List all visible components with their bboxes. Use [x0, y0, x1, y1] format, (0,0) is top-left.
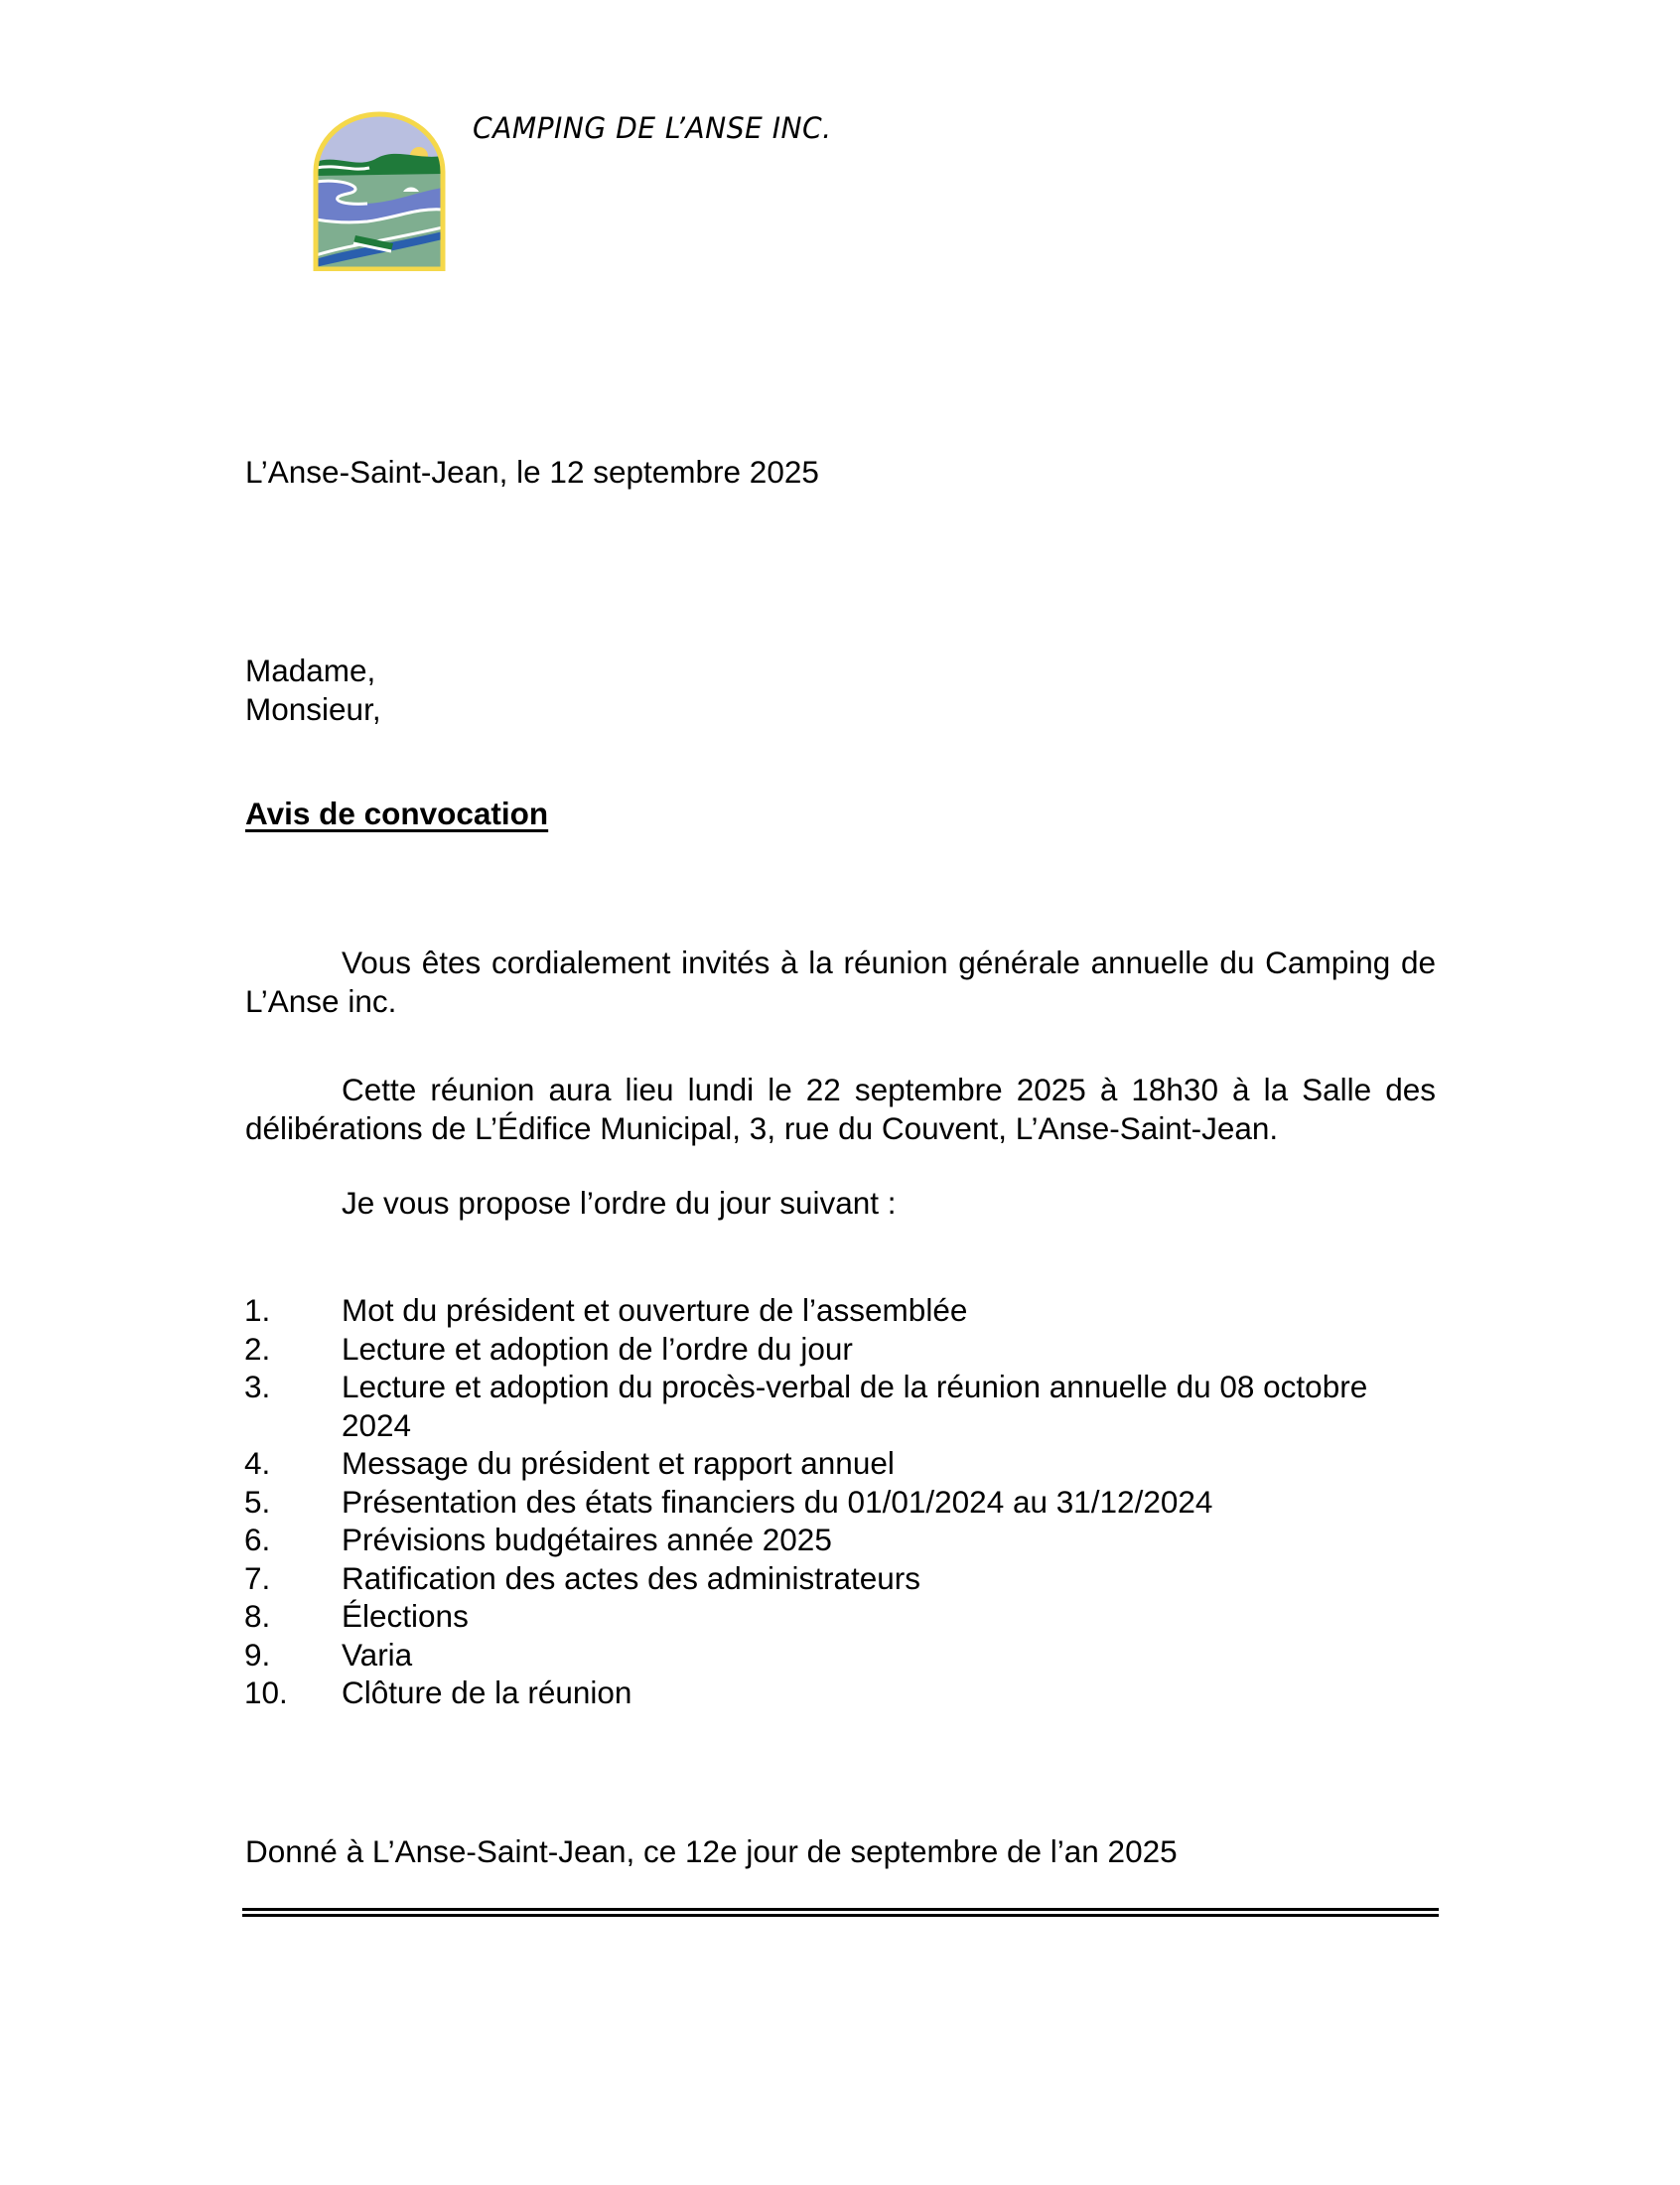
paragraph-agenda-intro — [245, 1184, 1436, 1223]
rule-line — [242, 1908, 1439, 1911]
agenda-item — [244, 1483, 1436, 1522]
agenda-label: Varia — [342, 1636, 413, 1673]
agenda-label: Présentation des états financiers du 01/01/2024 au 31/12/2024 — [342, 1483, 1213, 1520]
paragraph-text: Vous êtes cordialement invités à la réunion générale annuelle du Camping de L’Anse inc. — [245, 945, 1436, 1019]
agenda-label: Mot du président et ouverture de l’assemblée — [342, 1292, 968, 1328]
agenda-item — [244, 1674, 1436, 1712]
agenda-number: 1. — [244, 1292, 271, 1328]
agenda-label: Lecture et adoption du procès-verbal de la réunion annuelle du 08 octobre 2024 — [342, 1369, 1368, 1443]
paragraph-text: Cette réunion aura lieu lundi le 22 septembre 2025 à 18h30 à la Salle des délibérations de L’Édifice Municipal, 3, rue du Couvent, L’Anse-Saint-Jean. — [245, 1072, 1436, 1146]
company-name: CAMPING DE L’ANSE INC. — [473, 111, 832, 145]
agenda-number: 2. — [244, 1330, 271, 1367]
salutation — [245, 652, 381, 728]
rule-line — [242, 1914, 1439, 1917]
agenda-label: Lecture et adoption de l’ordre du jour — [342, 1330, 853, 1367]
agenda-number: 7. — [244, 1559, 271, 1596]
agenda-label: Élections — [342, 1598, 469, 1634]
agenda-label: Message du président et rapport annuel — [342, 1445, 895, 1481]
agenda-item — [244, 1636, 1436, 1675]
agenda-item — [244, 1330, 1436, 1369]
agenda-item — [244, 1521, 1436, 1559]
agenda-label: Prévisions budgétaires année 2025 — [342, 1522, 832, 1557]
campground-landscape-logo-icon — [308, 110, 451, 271]
company-logo — [308, 110, 451, 271]
agenda-number: 8. — [244, 1598, 271, 1634]
agenda-number: 9. — [244, 1636, 271, 1673]
agenda-item — [244, 1559, 1436, 1598]
agenda-item — [244, 1597, 1436, 1636]
agenda-number: 10. — [244, 1675, 288, 1710]
heading-avis-de-convocation: Avis de convocation — [245, 796, 549, 831]
paragraph-meeting-details — [245, 1071, 1436, 1147]
date-line: L’Anse-Saint-Jean, le 12 septembre 2025 — [245, 454, 819, 490]
agenda-list — [244, 1291, 1436, 1712]
salutation-line: Madame, — [245, 653, 376, 688]
agenda-number: 4. — [244, 1445, 271, 1481]
paragraph-invitation — [245, 944, 1436, 1020]
agenda-label: Ratification des actes des administrateurs — [342, 1559, 921, 1596]
agenda-number: 5. — [244, 1483, 271, 1520]
salutation-line: Monsieur, — [245, 690, 381, 727]
agenda-item — [244, 1368, 1436, 1444]
double-rule-divider — [242, 1908, 1439, 1918]
paragraph-text: Je vous propose l’ordre du jour suivant : — [342, 1185, 897, 1221]
closing-line: Donné à L’Anse-Saint-Jean, ce 12e jour de septembre de l’an 2025 — [245, 1833, 1178, 1869]
agenda-number: 3. — [244, 1369, 271, 1404]
agenda-label: Clôture de la réunion — [342, 1675, 632, 1710]
agenda-number: 6. — [244, 1522, 271, 1557]
agenda-item — [244, 1444, 1436, 1483]
agenda-item — [244, 1291, 1436, 1330]
